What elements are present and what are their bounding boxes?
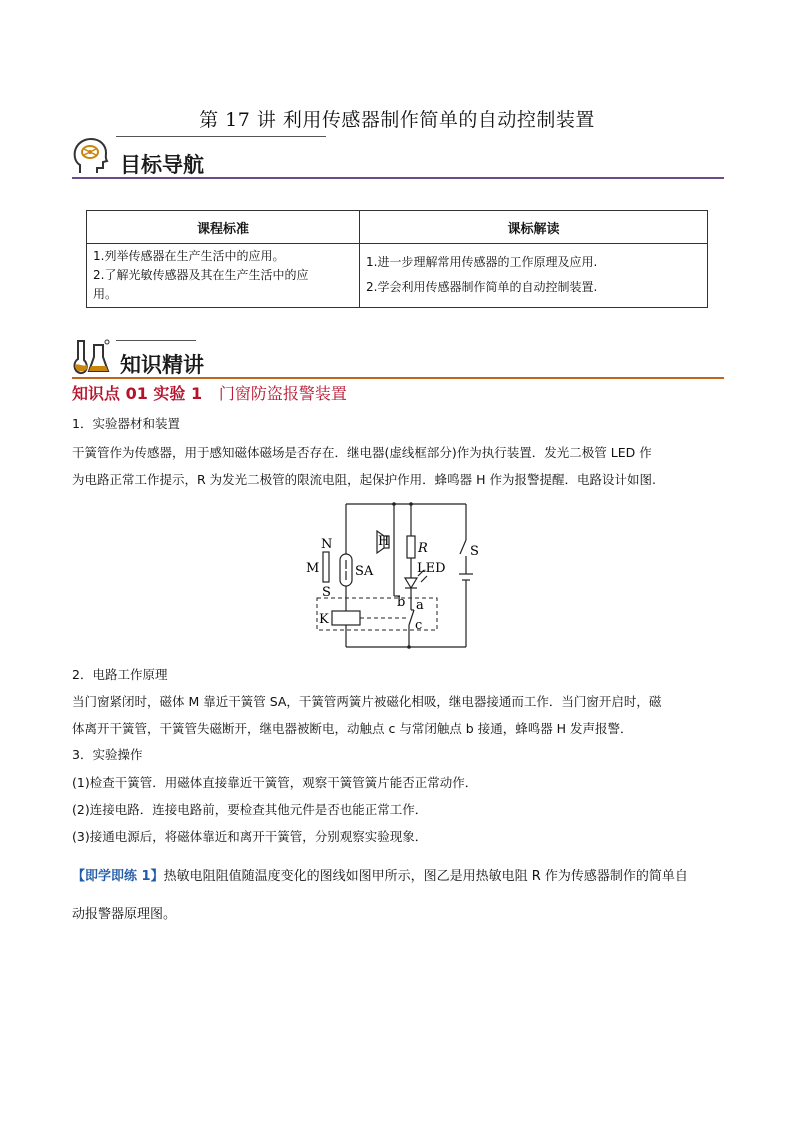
section-header-goals	[72, 137, 724, 181]
principle-heading: 2．电路工作原理	[72, 667, 168, 682]
equipment-text: 为电路正常工作提示，R 为发光二极管的限流电阻，起保护作用．蜂鸣器 H 作为报警提醒．电路设计如图.	[72, 472, 656, 487]
label-S-magnet: S	[322, 585, 331, 600]
equipment-heading: 1．实验器材和装置	[72, 416, 180, 431]
knowledge-point-prefix: 知识点 01 实验 1	[72, 384, 203, 403]
label-b: b	[397, 595, 406, 610]
label-LED: LED	[417, 561, 446, 576]
practice-tag: 【即学即练 1】	[72, 869, 164, 884]
principle-text: 当门窗紧闭时，磁体 M 靠近干簧管 SA，干簧管两簧片被磁化相吸，继电器接通而工作．当门窗开启时，磁	[72, 694, 662, 709]
table-header-interpretation: 课标解读	[360, 211, 708, 244]
label-SA: SA	[355, 564, 374, 579]
principle-text: 体离开干簧管，干簧管失磁断开，继电器被断电，动触点 c 与常闭触点 b 接通，蜂鸣器 H 发声报警．	[72, 721, 633, 736]
section-divider	[72, 377, 724, 379]
section-header-knowledge	[72, 337, 724, 381]
label-M: M	[306, 561, 320, 576]
equipment-text: 干簧管作为传感器，用于感知磁体磁场是否存在．继电器(虚线框部分)作为执行装置．发光二极管 LED 作	[72, 445, 652, 460]
section-title-knowledge: 知识精讲	[120, 353, 204, 377]
lab-flask-icon	[72, 337, 112, 377]
knowledge-point-title	[72, 381, 347, 404]
table-header-standard: 课程标准	[87, 211, 360, 244]
label-K: K	[319, 612, 329, 627]
section-title-goals: 目标导航	[120, 153, 204, 177]
practice-question	[72, 863, 724, 890]
interpretation-line: 2.学会利用传感器制作简单的自动控制装置.	[366, 280, 598, 294]
circuit-diagram	[290, 498, 490, 650]
standard-line: 2.了解光敏传感器及其在生产生活中的应	[93, 268, 309, 282]
section-divider	[72, 177, 724, 179]
operation-step: (1)检查干簧管．用磁体直接靠近干簧管，观察干簧管簧片能否正常动作．	[72, 775, 478, 790]
operation-heading: 3．实验操作	[72, 747, 143, 762]
label-H: H	[378, 534, 390, 549]
table-cell-interpretation	[360, 244, 708, 308]
knowledge-point-name: 门窗防盗报警装置	[218, 384, 347, 403]
curriculum-table	[86, 210, 708, 308]
standard-line: 1.列举传感器在生产生活中的应用。	[93, 249, 285, 263]
label-S-switch: S	[470, 544, 479, 559]
practice-text: 热敏电阻阻值随温度变化的图线如图甲所示，图乙是用热敏电阻 R 作为传感器制作的简单自	[163, 869, 688, 884]
label-N: N	[321, 537, 333, 552]
table-cell-standard	[87, 244, 360, 308]
interpretation-line: 1.进一步理解常用传感器的工作原理及应用.	[366, 255, 598, 269]
standard-line: 用。	[93, 287, 118, 301]
label-a: a	[416, 598, 424, 613]
operation-step: (3)接通电源后，将磁体靠近和离开干簧管，分别观察实验现象．	[72, 829, 428, 844]
label-R: R	[418, 541, 428, 556]
practice-text: 动报警器原理图。	[72, 907, 177, 922]
brain-head-icon	[72, 137, 110, 177]
page-title: 第 17 讲 利用传感器制作简单的自动控制装置	[199, 109, 595, 131]
operation-step: (2)连接电路．连接电路前，要检查其他元件是否也能正常工作．	[72, 802, 428, 817]
label-c: c	[415, 618, 423, 633]
